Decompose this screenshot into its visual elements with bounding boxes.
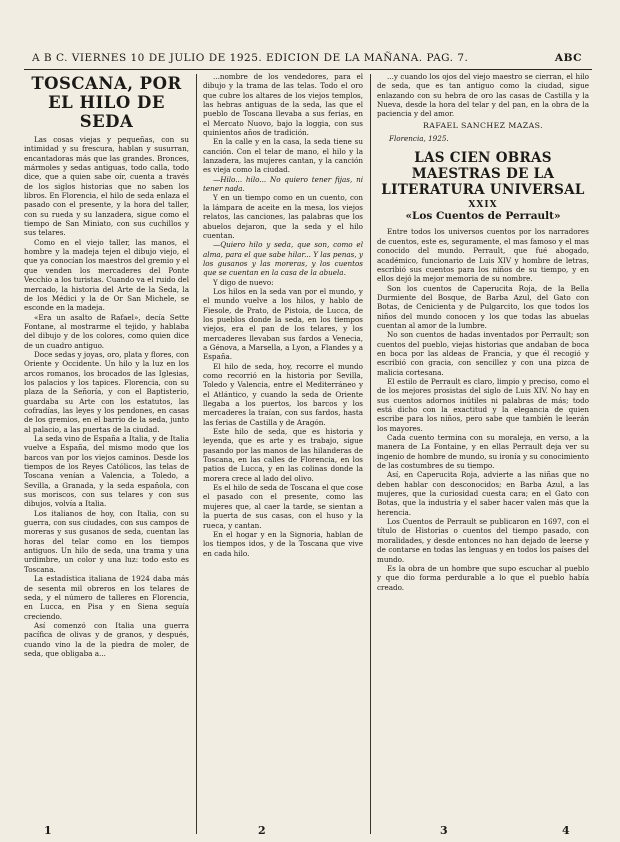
paragraph: Los hilos en la seda van por el mundo, y el mundo vuelve a los hilos, y hablo de Fiesole, de Prato, de Pistoia, de Lucca, de los pueblos donde la seda, en los tiempos viejos, era el pan de los telares, y los mercaderes llevaban sus fardos a Venecia, a Génova, a Marsella, a Lyon, a Flandes y a España.: [203, 286, 363, 362]
footer-mark: 3: [440, 824, 448, 837]
paragraph: El estilo de Perrault es claro, limpio y preciso, como el de los mejores prosistas del siglo de Luis XIV. No hay en sus cuentos adornos inútiles ni palabras de más; todo está dicho con la exactitud y la elegancia de quien escribe para los niños, pero sabe que también le leerán los mayores.: [377, 376, 589, 433]
article-subtitle: «Los Cuentos de Perrault»: [405, 210, 561, 223]
paragraph: En la calle y en la casa, la seda tiene su canción. Con el telar de mano, el hilo y la lanzadera, las mujeres cantan, y la canción es vieja como la ciudad.: [203, 137, 363, 175]
paragraph: Los italianos de hoy, con Italia, con su guerra, con sus ciudades, con sus campos de moreras y sus gusanos de seda, cuentan las horas del telar como en los tiempos antiguos. Un hilo de seda, una trama y una urdimbre, un color y una luz: todo esto es Toscana.: [24, 508, 189, 574]
dateline: Florencia, 1925.: [389, 134, 449, 144]
paragraph: Entre todos los universos cuentos por los narradores de cuentos, este es, seguramente, el mas famoso y el mas conocido del mundo. Perrault, que fué abogado, académico, funcionario de Luis XIV y hombre de letras, escribió sus cuentos para los niños de su tiempo, y en ellos dejó la mejor memoria de su nombre.: [377, 227, 589, 284]
paragraph: La seda vino de España a Italia, y de Italia vuelve a España, del mismo modo que los barcos van por los viejos caminos. Desde los tiempos de los Reyes Católicos, las telas de Toscana venían a Valencia, a Toledo, a Sevilla, a Granada, y la seda española, con sus moriscos, con sus telares y con sus dibujos, volvía a Italia.: [24, 434, 189, 509]
paragraph: ...nombre de los vendedores, para el dibujo y la trama de las telas. Todo el oro que cubre los altares de los viejos templos, las hebras antiguas de la seda, las que el pueblo de Toscana llevaba a sus ferias, en el Mercato Nuovo, bajo la loggia, con sus quinientos años de tradición.: [203, 72, 363, 138]
page-header: [24, 52, 584, 68]
quote: —Hilo... hilo... No quiero tener fijas, ni tener nada.: [203, 174, 363, 194]
paragraph: Es el hilo de seda de Toscana el que cose el pasado con el presente, como las mujeres que, al caer la tarde, se sientan a la puerta de sus casas, con el huso y la rueca, y cantan.: [203, 483, 363, 530]
header-text: A B C. VIERNES 10 DE JULIO DE 1925. EDICION DE LA MAÑANA. PAG. 7.: [32, 52, 469, 64]
article-title: TOSCANA, POR EL HILO DE SEDA: [31, 74, 182, 131]
paragraph: Las cosas viejas y pequeñas, con su intimidad y su frescura, hablan y susurran, encantadoras más que las grandes. Bronces, mármoles y sedas antiguas, todo calla, todo dice, que a quien sabe oír, cuenta a través de los siglos historias que no saben los libros. En Florencia, el hilo de seda enlaza el pasado con el presente, y la hora del taller, con su rueda y su lanzadera, sigue como el tiempo de San Miniato, con sus cuchillos y sus telares.: [24, 135, 189, 238]
paragraph: Y digo de nuevo:: [213, 277, 274, 287]
paragraph: En el hogar y en la Signoria, hablan de los tiempos idos, y de la Toscana que vive en cada hilo.: [203, 529, 363, 558]
paragraph: El hilo de seda, hoy, recorre el mundo como recorrió en la historia por Sevilla, Toledo y Valencia, entre el Mediterráneo y el Atlántico, y cuando la seda de Oriente llegaba a los puertos, los barcos y los mercaderes la traían, con sus fardos, hasta las ferias de Castilla y de Aragón.: [203, 361, 363, 427]
paragraph: Este hilo de seda, que es historia y leyenda, que es arte y es trabajo, sigue pasando por las manos de las hilanderas de Toscana, en las calles de Florencia, en los patios de Lucca, y en las colinas donde la morera crece al lado del olivo.: [203, 427, 363, 483]
paragraph: No son cuentos de hadas inventados por Perrault; son cuentos del pueblo, viejas historias que andaban de boca en boca por las aldeas de Francia, y que él recogió y escribió con gracia, con sencillez y con una pizca de malicia cortesana.: [377, 330, 589, 377]
paragraph: Así comenzó con Italia una guerra pacífica de olivas y de granos, y después, cuando vino la de la piedra de moler, de seda, que obligaba a...: [24, 620, 189, 658]
paragraph: Son los cuentos de Caperucita Roja, de la Bella Durmiente del Bosque, de Barba Azul, del Gato con Botas, de Cenicienta y de Pulgarcito, los que todos los niños del mundo conocen y los que todas las abuelas cuentan al amor de la lumbre.: [377, 283, 589, 330]
paragraph: Los Cuentos de Perrault se publicaron en 1697, con el título de Historias o cuentos del tiempo pasado, con moralidades, y desde entonces no han dejado de leerse y de contarse en todas las lenguas y en todos los países del mundo.: [377, 517, 589, 564]
paragraph: Así, en Caperucita Roja, advierte a las niñas que no deben hablar con desconocidos; en Barba Azul, a las mujeres, que la curiosidad cuesta cara; en el Gato con Botas, que la industria y el saber hacer valen más que la herencia.: [377, 470, 589, 517]
paragraph: La estadística italiana de 1924 daba más de sesenta mil obreros en los telares de seda, y el número de talleres en Florencia, en Lucca, en Pisa y en Siena seguía creciendo.: [24, 574, 189, 621]
paragraph: «Era un asalto de Rafael», decía Sette Fontane, al mostrarme el tejido, y hablaba del dibujo y de los colores, como quien dice de un cuadro antiguo.: [24, 312, 189, 350]
footer-mark: 1: [44, 824, 52, 837]
column-3: [377, 72, 589, 792]
paragraph: ...y cuando los ojos del viejo maestro se cierran, el hilo de seda, que es tan antiguo como la ciudad, sigue enlazando con su hebra de oro las casas de Castilla y la Nueva, desde la hora del telar y del pan, en la obra de la paciencia y del amor.: [377, 72, 589, 119]
column-1: [24, 72, 189, 792]
quote: —Quiero hilo y seda, que son, como el alma, para el que sabe hilar... Y las penas, y los gusanos y las moreras, y los cuentos que se cuentan en la casa de la abuela.: [203, 240, 363, 278]
paragraph: Doce sedas y joyas, oro, plata y flores, con Oriente y Occidente. Un hilo y la luz en los arcos romanos, los brocados de las Iglesias, los palacios y los tapices. Florencia, con su plaza de la Señoría, y con el Baptisterio, guardaba su Arte con los estatutos, las cofradías, las leyes y los pendones, en casas de los gremios, en el barrio de la seda, junto al palacio, a las puertas de la ciudad.: [24, 349, 189, 434]
column-divider: [370, 74, 371, 834]
column-2: [203, 72, 363, 792]
footer-mark: 2: [258, 824, 266, 837]
footer-mark: 4: [562, 824, 570, 837]
section-title: LAS CIEN OBRAS MAESTRAS DE LA LITERATURA UNIVERSAL: [381, 150, 585, 198]
signature: RAFAEL SANCHEZ MAZAS.: [423, 120, 543, 130]
paragraph: Cada cuento termina con su moraleja, en verso, a la manera de La Fontaine, y en ellas Perrault deja ver su ingenio de hombre de mundo, su ironía y su conocimiento de las costumbres de su tiempo.: [377, 433, 589, 471]
paragraph: Como en el viejo taller, las manos, el hombre y la madeja tejen el dibujo viejo, el que ya conocían los maestros del gremio y el que venden los mercaderes del Ponte Vecchio a los turistas. Cuando va el ruido del mercado, la historia del Arte de la Seda, la de los Médici y la de Or San Michele, se esconde en la madeja.: [24, 237, 189, 313]
paragraph: Es la obra de un hombre que supo escuchar al pueblo y que dio forma perdurable a lo que el pueblo había creado.: [377, 563, 589, 592]
page-corner-mark: ABC: [554, 52, 582, 64]
series-number: XXIX: [468, 199, 498, 210]
paragraph: Y en un tiempo como en un cuento, con la lámpara de aceite en la mesa, los viejos relatos, las canciones, las palabras que los abuelos dejaron, que la seda y el hilo cuentan.: [203, 193, 363, 240]
header-rule: [24, 69, 592, 70]
column-divider: [196, 74, 197, 834]
